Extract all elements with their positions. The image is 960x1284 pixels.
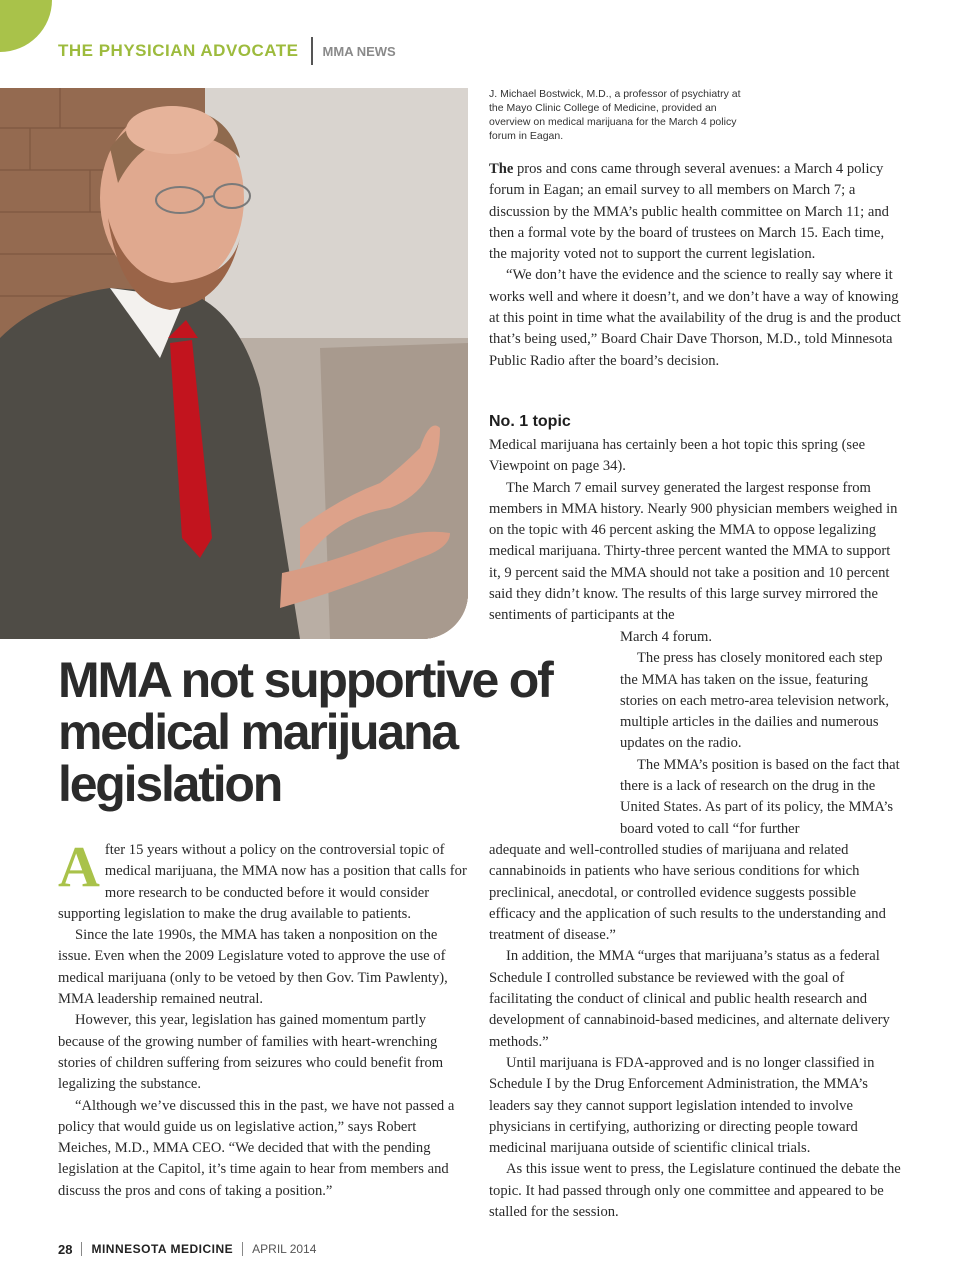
- drop-cap: A: [58, 834, 100, 899]
- right-column-narrow: [620, 627, 903, 840]
- hot-topic-paragraph: Medical marijuana has certainly been a hot topic this spring (see Viewpoint on page 34).: [489, 437, 866, 475]
- survey-paragraph: The March 7 email survey generated the largest response from members in MMA history. Nearly 900 physician members weighed in on the topic with 46 percent asking the MMA to oppose legalizing medical marijuana. Thirty-three percent wanted the MMA to support it, 9 percent said the MMA should not take a position and 10 percent said they didn’t know. The results of this large survey mirrored the sentiments of participants at the: [489, 479, 898, 624]
- press-paragraph: The press has closely monitored each step the MMA has taken on the issue, featuring stories on each metro-area television network, multiple articles in the dailies and numerous updates on the radio.: [620, 650, 890, 752]
- position-paragraph: The MMA’s position is based on the fact that there is a lack of research on the drug in the United States. As part of its policy, the MMA’s board voted to call “for further: [620, 756, 900, 837]
- survey-paragraph-end: March 4 forum.: [620, 629, 712, 645]
- opening-paragraph: [58, 834, 470, 925]
- section-subhead: No. 1 topic: [489, 413, 571, 430]
- meiches-quote-paragraph: “Although we’ve discussed this in the past, we have not passed a policy that would guide us on legislative action,” says Robert Meiches, M.D., MMA CEO. “We decided that with the pending legislation at the Capitol, it’s time again to hear from members and discuss the pros and cons of taking a position.”: [58, 1097, 455, 1199]
- subsection-title: MMA NEWS: [322, 43, 396, 59]
- page-number: 28: [58, 1241, 73, 1257]
- speaker-photo: [0, 88, 468, 639]
- right-column-top: [489, 159, 903, 372]
- header-divider: [311, 37, 313, 65]
- photo-caption: J. Michael Bostwick, M.D., a professor of psychiatry at the Mayo Clinic College of Medicine, provided an overview on medical marijuana for the March 4 policy forum in Eagan.: [489, 88, 741, 142]
- page-header: [58, 36, 396, 66]
- page-footer: [58, 1240, 316, 1258]
- legislature-paragraph: As this issue went to press, the Legislature continued the debate the topic. It had passed through only one committee and appeared to be stalled for the session.: [489, 1161, 901, 1221]
- left-column: [58, 834, 470, 1202]
- footer-divider: [81, 1242, 82, 1256]
- magazine-name: MINNESOTA MEDICINE: [91, 1242, 234, 1256]
- position-paragraph-cont: adequate and well-controlled studies of marijuana and related cannabinoids in patients who have serious conditions for which preclinical, anecdotal, or controlled evidence suggests possible efficacy and the application of such results to the understanding and treatment of disease.”: [489, 842, 886, 944]
- right-column-bottom: [489, 840, 903, 1223]
- footer-divider: [242, 1242, 243, 1256]
- momentum-paragraph: However, this year, legislation has gained momentum partly because of the growing number of families with heart-wrenching stories of children suffering from seizures who could benefit from legalizing the substance.: [58, 1012, 444, 1093]
- fda-paragraph: Until marijuana is FDA-approved and is no longer classified in Schedule I by the Drug Enforcement Administration, the MMA’s leaders say they cannot support legislation intended to involve physicians in certifying, authorizing or directing people toward medicinal marijuana outside of scientific clinical trials.: [489, 1054, 875, 1157]
- intro-text: pros and cons came through several avenues: a March 4 policy forum in Eagan; an email survey to all members on March 7; a discussion by the MMA’s public health committee on March 11; and then a formal vote by the board of trustees on March 15. Each time, the majority voted not to support the current legislation.: [489, 161, 889, 263]
- opening-text: fter 15 years without a policy on the controversial topic of medical marijuana, the MMA now has a position that calls for more research to be conducted before it would consider supporting legislation to make the drug available to patients.: [58, 842, 467, 922]
- article-headline: MMA not supportive of medical marijuana legislation: [58, 652, 552, 812]
- section-title: THE PHYSICIAN ADVOCATE: [58, 41, 299, 60]
- intro-paragraph: [489, 159, 903, 265]
- schedule-paragraph: In addition, the MMA “urges that marijuana’s status as a federal Schedule I controlled substance be reviewed with the goal of facilitating the conduct of clinical and public health research and development of cannabinoid-based medicines, and alternate delivery methods.”: [489, 948, 890, 1050]
- right-column-topic: [489, 435, 903, 627]
- issue-date: APRIL 2014: [252, 1242, 317, 1256]
- history-paragraph: Since the late 1990s, the MMA has taken a nonposition on the issue. Even when the 2009 Legislature voted to approve the use of medical marijuana (only to be vetoed by then Gov. Tim Pawlenty), MMA leadership remained neutral.: [58, 927, 448, 1008]
- corner-accent: [0, 0, 52, 52]
- thorson-quote-paragraph: “We don’t have the evidence and the science to really say where it works well and where it doesn’t, and we don’t have a way of knowing at this point in time what the availability of the drug is and the product that’s being used,” Board Chair Dave Thorson, M.D., told Minnesota Public Radio after the board’s decision.: [489, 267, 901, 369]
- lead-word: The: [489, 161, 514, 177]
